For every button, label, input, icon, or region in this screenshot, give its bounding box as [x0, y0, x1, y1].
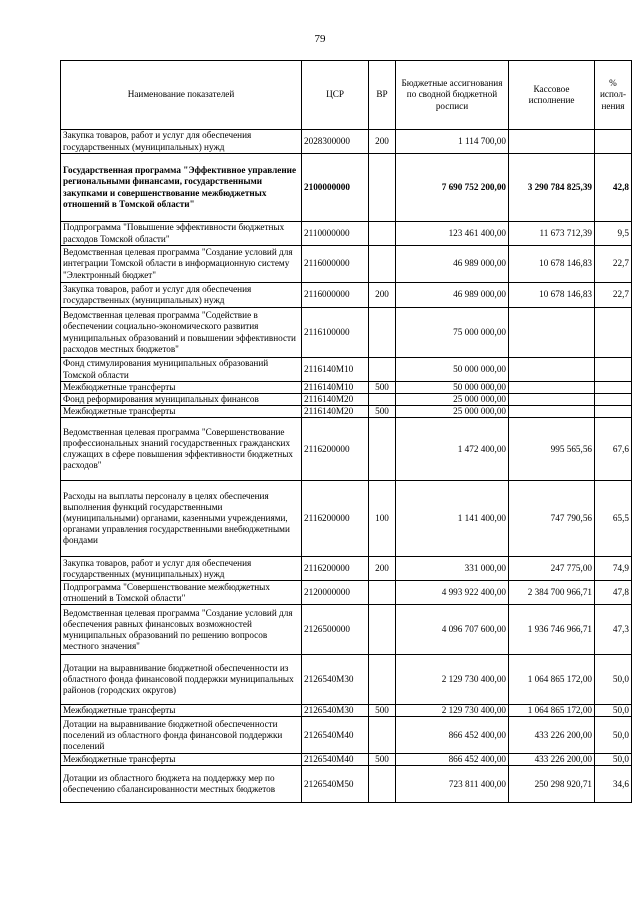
header-allocations: Бюджетные ассигнования по сводной бюджетной росписи: [396, 61, 509, 130]
row-vr-cell: 200: [369, 557, 396, 581]
row-cash-cell: 433 226 200,00: [509, 717, 595, 754]
row-csr-cell: 2116140М10: [302, 358, 369, 382]
row-percent-cell: [595, 308, 632, 358]
row-cash-cell: 250 298 920,71: [509, 766, 595, 803]
row-percent-cell: [595, 382, 632, 394]
row-csr-cell: 2116000000: [302, 283, 369, 308]
row-csr-cell: 2116140М20: [302, 406, 369, 418]
row-cash-cell: 995 565,56: [509, 418, 595, 481]
row-cash-cell: 247 775,00: [509, 557, 595, 581]
row-cash-cell: 1 064 865 172,00: [509, 655, 595, 705]
row-cash-cell: 433 226 200,00: [509, 754, 595, 766]
row-allocation-cell: 2 129 730 400,00: [396, 705, 509, 717]
row-name-cell: Межбюджетные трансферты: [61, 705, 302, 717]
row-percent-cell: [595, 130, 632, 154]
row-name-cell: Дотации на выравнивание бюджетной обеспеченности поселений из областного фонда финансовой поддержки поселений: [61, 717, 302, 754]
row-vr-cell: [369, 358, 396, 382]
row-csr-cell: 2116200000: [302, 481, 369, 557]
row-allocation-cell: 46 989 000,00: [396, 246, 509, 283]
row-allocation-cell: 723 811 400,00: [396, 766, 509, 803]
row-csr-cell: 2116000000: [302, 246, 369, 283]
table-row: [61, 717, 632, 754]
row-allocation-cell: 4 993 922 400,00: [396, 581, 509, 605]
row-cash-cell: [509, 382, 595, 394]
row-percent-cell: 50,0: [595, 754, 632, 766]
row-name-cell: Фонд стимулирования муниципальных образований Томской области: [61, 358, 302, 382]
row-allocation-cell: 866 452 400,00: [396, 754, 509, 766]
row-vr-cell: [369, 655, 396, 705]
row-allocation-cell: 7 690 752 200,00: [396, 154, 509, 222]
row-percent-cell: 74,9: [595, 557, 632, 581]
row-percent-cell: 50,0: [595, 705, 632, 717]
page-number: 79: [314, 33, 326, 45]
row-name-cell: Закупка товаров, работ и услуг для обеспечения государственных (муниципальных) нужд: [61, 283, 302, 308]
row-vr-cell: 500: [369, 705, 396, 717]
row-name-cell: Ведомственная целевая программа "Содействие в обеспечении социально-экономического развития муниципальных образований и повышении эффективности расходов местных бюджетов": [61, 308, 302, 358]
row-name-cell: Ведомственная целевая программа "Совершенствование профессиональных знаний государственных гражданских служащих в сфере повышения эффективности бюджетных расходов": [61, 418, 302, 481]
table-row: [61, 418, 632, 481]
row-vr-cell: [369, 154, 396, 222]
row-allocation-cell: 50 000 000,00: [396, 358, 509, 382]
row-cash-cell: 1 064 865 172,00: [509, 705, 595, 717]
row-percent-cell: 42,8: [595, 154, 632, 222]
header-percent: % испол-нения: [595, 61, 632, 130]
row-cash-cell: [509, 406, 595, 418]
row-vr-cell: [369, 766, 396, 803]
row-vr-cell: [369, 308, 396, 358]
row-allocation-cell: 123 461 400,00: [396, 222, 509, 246]
row-vr-cell: [369, 222, 396, 246]
row-vr-cell: [369, 418, 396, 481]
row-csr-cell: 2126540М30: [302, 705, 369, 717]
row-csr-cell: 2100000000: [302, 154, 369, 222]
row-vr-cell: [369, 394, 396, 406]
row-vr-cell: [369, 605, 396, 655]
row-percent-cell: 22,7: [595, 283, 632, 308]
header-name: Наименование показателей: [61, 61, 302, 130]
row-vr-cell: 100: [369, 481, 396, 557]
table-header-row: [61, 61, 632, 130]
table-row: [61, 358, 632, 382]
row-vr-cell: [369, 717, 396, 754]
row-csr-cell: 2126540М50: [302, 766, 369, 803]
row-cash-cell: 10 678 146,83: [509, 246, 595, 283]
row-csr-cell: 2126540М40: [302, 754, 369, 766]
row-vr-cell: 200: [369, 130, 396, 154]
row-name-cell: Государственная программа "Эффективное управление региональными финансами, государственными закупками и совершенствование межбюджетных отношений в Томской области": [61, 154, 302, 222]
row-cash-cell: 11 673 712,39: [509, 222, 595, 246]
table-row: [61, 581, 632, 605]
row-name-cell: Закупка товаров, работ и услуг для обеспечения государственных (муниципальных) нужд: [61, 130, 302, 154]
row-percent-cell: [595, 406, 632, 418]
row-csr-cell: 2110000000: [302, 222, 369, 246]
table-row: [61, 406, 632, 418]
row-percent-cell: [595, 358, 632, 382]
row-cash-cell: [509, 394, 595, 406]
header-csr: ЦСР: [302, 61, 369, 130]
row-percent-cell: 47,3: [595, 605, 632, 655]
table-row: [61, 246, 632, 283]
row-csr-cell: 2116140М10: [302, 382, 369, 394]
row-vr-cell: 500: [369, 754, 396, 766]
row-name-cell: Межбюджетные трансферты: [61, 382, 302, 394]
header-vr: ВР: [369, 61, 396, 130]
table-row: [61, 130, 632, 154]
row-percent-cell: 50,0: [595, 655, 632, 705]
row-cash-cell: [509, 358, 595, 382]
table-row: [61, 766, 632, 803]
row-csr-cell: 2116200000: [302, 418, 369, 481]
row-cash-cell: [509, 308, 595, 358]
row-vr-cell: 200: [369, 283, 396, 308]
table-row: [61, 222, 632, 246]
table-row: [61, 308, 632, 358]
row-csr-cell: 2116100000: [302, 308, 369, 358]
row-csr-cell: 2126540М40: [302, 717, 369, 754]
row-name-cell: Закупка товаров, работ и услуг для обеспечения государственных (муниципальных) нужд: [61, 557, 302, 581]
row-name-cell: Ведомственная целевая программа "Создание условий для обеспечения равных финансовых возможностей муниципальных образований по решению вопросов местного значения": [61, 605, 302, 655]
row-percent-cell: 47,8: [595, 581, 632, 605]
row-name-cell: Дотации на выравнивание бюджетной обеспеченности из областного фонда финансовой поддержки муниципальных районов (городских округов): [61, 655, 302, 705]
row-vr-cell: 500: [369, 406, 396, 418]
table-row: [61, 705, 632, 717]
row-allocation-cell: 25 000 000,00: [396, 406, 509, 418]
row-name-cell: Межбюджетные трансферты: [61, 406, 302, 418]
row-csr-cell: 2126540М30: [302, 655, 369, 705]
row-cash-cell: 3 290 784 825,39: [509, 154, 595, 222]
table-row: [61, 394, 632, 406]
row-percent-cell: 50,0: [595, 717, 632, 754]
row-allocation-cell: 46 989 000,00: [396, 283, 509, 308]
row-name-cell: Ведомственная целевая программа "Создание условий для интеграции Томской области в информационную систему "Электронный бюджет": [61, 246, 302, 283]
row-allocation-cell: 50 000 000,00: [396, 382, 509, 394]
table-row: [61, 655, 632, 705]
row-name-cell: Подпрограмма "Совершенствование межбюджетных отношений в Томской области": [61, 581, 302, 605]
row-percent-cell: 34,6: [595, 766, 632, 803]
row-vr-cell: [369, 581, 396, 605]
row-name-cell: Межбюджетные трансферты: [61, 754, 302, 766]
header-cash-execution: Кассовое исполнение: [509, 61, 595, 130]
row-allocation-cell: 75 000 000,00: [396, 308, 509, 358]
row-csr-cell: 2116200000: [302, 557, 369, 581]
row-name-cell: Расходы на выплаты персоналу в целях обеспечения выполнения функций государственными (муниципальными) органами, казенными учреждениями, органами управления государственными внебюджетными фондами: [61, 481, 302, 557]
row-allocation-cell: 1 141 400,00: [396, 481, 509, 557]
row-percent-cell: 67,6: [595, 418, 632, 481]
row-csr-cell: 2120000000: [302, 581, 369, 605]
table-row: [61, 382, 632, 394]
row-cash-cell: 747 790,56: [509, 481, 595, 557]
row-csr-cell: 2028300000: [302, 130, 369, 154]
table-row: [61, 754, 632, 766]
table-row: [61, 557, 632, 581]
row-cash-cell: 10 678 146,83: [509, 283, 595, 308]
budget-table: [60, 60, 632, 803]
table-row: [61, 154, 632, 222]
row-allocation-cell: 2 129 730 400,00: [396, 655, 509, 705]
row-percent-cell: [595, 394, 632, 406]
row-cash-cell: [509, 130, 595, 154]
row-percent-cell: 22,7: [595, 246, 632, 283]
row-name-cell: Дотации из областного бюджета на поддержку мер по обеспечению сбалансированности местных бюджетов: [61, 766, 302, 803]
row-allocation-cell: 1 472 400,00: [396, 418, 509, 481]
row-allocation-cell: 331 000,00: [396, 557, 509, 581]
table-row: [61, 283, 632, 308]
row-allocation-cell: 866 452 400,00: [396, 717, 509, 754]
row-vr-cell: [369, 246, 396, 283]
table-row: [61, 481, 632, 557]
table-row: [61, 605, 632, 655]
row-allocation-cell: 4 096 707 600,00: [396, 605, 509, 655]
row-percent-cell: 65,5: [595, 481, 632, 557]
row-cash-cell: 1 936 746 966,71: [509, 605, 595, 655]
row-allocation-cell: 1 114 700,00: [396, 130, 509, 154]
row-cash-cell: 2 384 700 966,71: [509, 581, 595, 605]
row-vr-cell: 500: [369, 382, 396, 394]
row-percent-cell: 9,5: [595, 222, 632, 246]
row-name-cell: Фонд реформирования муниципальных финансов: [61, 394, 302, 406]
row-name-cell: Подпрограмма "Повышение эффективности бюджетных расходов Томской области": [61, 222, 302, 246]
row-csr-cell: 2126500000: [302, 605, 369, 655]
row-csr-cell: 2116140М20: [302, 394, 369, 406]
row-allocation-cell: 25 000 000,00: [396, 394, 509, 406]
